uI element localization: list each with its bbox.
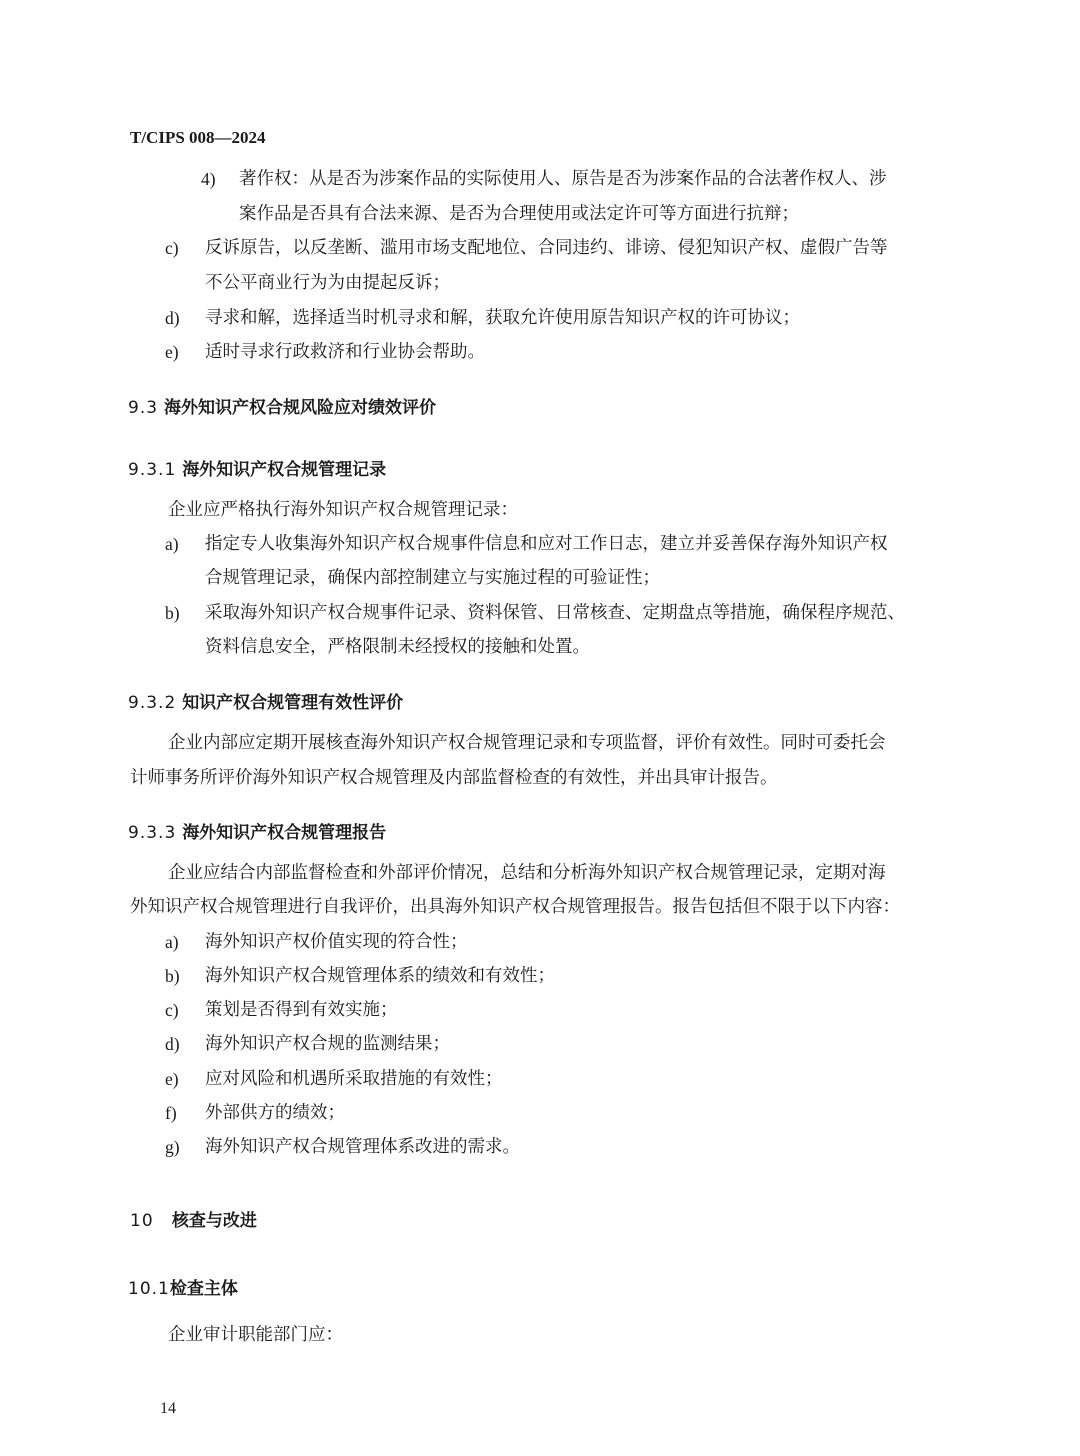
list-marker: d) xyxy=(165,308,180,328)
list-item-line: 反诉原告，以反垄断、滥用市场支配地位、合同违约、诽谤、侵犯知识产权、虚假广告等 xyxy=(205,238,888,258)
section-title: 检查主体 xyxy=(169,1279,238,1299)
section-title: 海外知识产权合规管理记录 xyxy=(182,460,387,480)
section-heading-9-3-3 xyxy=(128,818,386,843)
list-marker: g) xyxy=(165,1137,180,1157)
list-item-line: 海外知识产权合规管理体系的绩效和有效性； xyxy=(205,966,555,986)
list-item-line: 资料信息安全，严格限制未经授权的接触和处置。 xyxy=(205,637,590,657)
section-heading-10-1 xyxy=(128,1274,238,1299)
section-number: 10 xyxy=(130,1211,154,1231)
list-marker: e) xyxy=(165,1069,179,1089)
section-title: 海外知识产权合规管理报告 xyxy=(182,823,387,843)
list-marker: b) xyxy=(165,966,180,986)
section-heading-9-3-2 xyxy=(128,688,403,713)
section-heading-9-3-1 xyxy=(128,455,386,480)
list-marker: d) xyxy=(165,1034,180,1054)
list-marker: f) xyxy=(165,1103,177,1123)
list-item-line: 海外知识产权合规管理体系改进的需求。 xyxy=(205,1137,520,1157)
list-item-line: 海外知识产权合规的监测结果； xyxy=(205,1034,450,1054)
list-marker: c) xyxy=(165,1000,179,1020)
list-marker: e) xyxy=(165,342,179,362)
section-title: 海外知识产权合规风险应对绩效评价 xyxy=(163,398,436,418)
section-heading-9-3 xyxy=(128,393,436,418)
paragraph-line: 企业内部应定期开展核查海外知识产权合规管理记录和专项监督，评价有效性。同时可委托会 xyxy=(168,733,886,753)
list-item-line: 案作品是否具有合法来源、是否为合理使用或法定许可等方面进行抗辩； xyxy=(239,204,799,224)
list-item-line: 寻求和解，选择适当时机寻求和解，获取允许使用原告知识产权的许可协议； xyxy=(205,308,800,328)
document-id: T/CIPS 008—2024 xyxy=(130,128,266,147)
list-item-line: 应对风险和机遇所采取措施的有效性； xyxy=(205,1069,503,1089)
paragraph-line: 企业审计职能部门应： xyxy=(168,1325,343,1345)
paragraph-line: 外知识产权合规管理进行自我评价，出具海外知识产权合规管理报告。报告包括但不限于以下内容： xyxy=(130,897,900,917)
list-item-line: 外部供方的绩效； xyxy=(205,1103,345,1123)
section-number: 9.3.1 xyxy=(128,460,177,480)
list-item-line: 著作权：从是否为涉案作品的实际使用人、原告是否为涉案作品的合法著作权人、涉 xyxy=(239,169,887,189)
list-item-line: 指定专人收集海外知识产权合规事件信息和应对工作日志，建立并妥善保存海外知识产权 xyxy=(205,534,888,554)
section-number: 10.1 xyxy=(128,1279,170,1299)
list-item-line: 采取海外知识产权合规事件记录、资料保管、日常核查、定期盘点等措施，确保程序规范、 xyxy=(205,603,905,623)
section-number: 9.3.3 xyxy=(128,823,177,843)
paragraph-line: 企业应严格执行海外知识产权合规管理记录： xyxy=(168,500,518,520)
section-number: 9.3 xyxy=(128,398,159,418)
section-number: 9.3.2 xyxy=(128,693,177,713)
list-marker: 4) xyxy=(201,169,216,189)
list-item-line: 合规管理记录，确保内部控制建立与实施过程的可验证性； xyxy=(205,568,660,588)
section-title: 知识产权合规管理有效性评价 xyxy=(182,693,404,713)
list-marker: a) xyxy=(165,534,179,554)
list-item-line: 不公平商业行为为由提起反诉； xyxy=(205,273,450,293)
list-item-line: 策划是否得到有效实施； xyxy=(205,1000,398,1020)
page-number: 14 xyxy=(160,1400,176,1417)
list-marker: c) xyxy=(165,238,179,258)
paragraph-line: 企业应结合内部监督检查和外部评价情况，总结和分析海外知识产权合规管理记录，定期对海 xyxy=(168,863,886,883)
list-item-line: 适时寻求行政救济和行业协会帮助。 xyxy=(205,342,485,362)
list-item-line: 海外知识产权价值实现的符合性； xyxy=(205,932,468,952)
list-marker: a) xyxy=(165,932,179,952)
paragraph-line: 计师事务所评价海外知识产权合规管理及内部监督检查的有效性，并出具审计报告。 xyxy=(130,768,778,788)
section-heading-10 xyxy=(130,1206,257,1231)
section-title: 核查与改进 xyxy=(171,1211,257,1231)
list-marker: b) xyxy=(165,603,180,623)
